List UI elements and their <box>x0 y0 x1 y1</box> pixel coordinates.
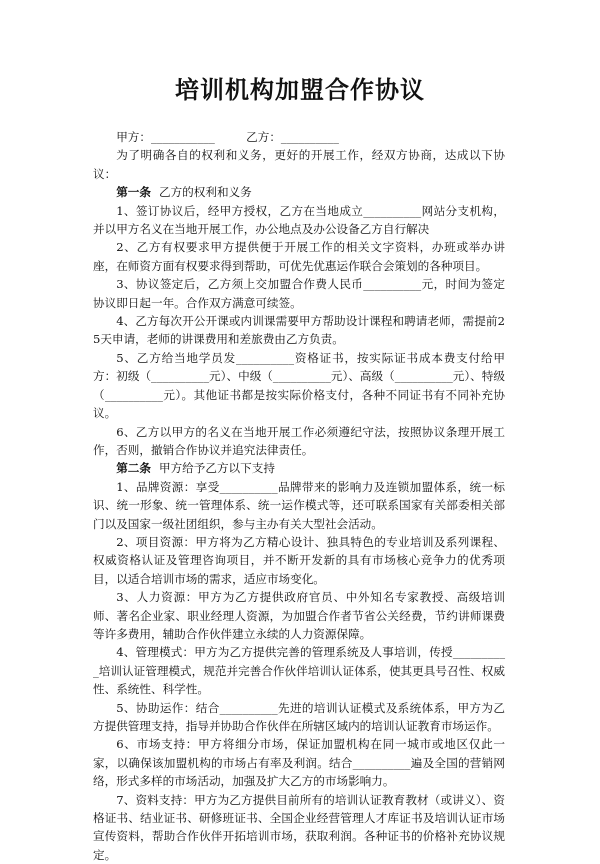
article-2-clause-4: 4、管理模式：甲方为乙方提供完善的管理系统及人事培训，传授__________培训认证管理模式，规范并完善合作伙伴培训认证体系，使其更具号召性、权威性、系统性、科学性。 <box>93 645 505 697</box>
article-2-clause-7: 7、资料支持：甲方为乙方提供目前所有的培训认证教育教材（或讲义）、资格证书、结业证书、研修班证书、全国企业经营管理人才库证书及培训认证市场宣传资料，帮助合作伙伴开拓培训市场，获取利润。各种证书的价格补充协议规定。 <box>93 792 505 862</box>
article-1-clause-2: 2、乙方有权要求甲方提供便于开展工作的相关文字资料，办班或举办讲座，在师资方面有权要求得到帮助，可优先优惠运作联合会策划的各种项目。 <box>93 240 505 273</box>
document-title: 培训机构加盟合作协议 <box>175 75 425 104</box>
article-1-heading <box>93 183 505 201</box>
article-2-clause-5: 5、协助运作：结合__________先进的培训认证模式及系统体系，甲方为乙方提供管理支持，指导并协助合作伙伴在所辖区域内的培训认证教育市场运作。 <box>93 700 505 733</box>
article-2-clause-3: 3、人力资源：甲方为乙方提供政府官员、中外知名专家教授、高级培训师、著名企业家、职业经理人资源，为加盟合作者节省公关经费，节约讲师课费等许多费用，辅助合作伙伴建立永续的人力资源保障。 <box>93 590 505 641</box>
party-b-field: 乙方：__________ <box>246 130 339 144</box>
document-body <box>93 128 505 864</box>
party-a-field: 甲方：___________ <box>116 130 215 144</box>
article-2-clause-6: 6、市场支持：甲方将细分市场，保证加盟机构在同一城市或地区仅此一家，以确保该加盟机构的市场占有率及利润。结合__________遍及全国的营销网络，形式多样的市场活动，加强及扩大乙方的市场影响力。 <box>93 737 505 789</box>
article-2-title: 甲方给予乙方以下支持 <box>158 461 275 476</box>
article-1-clause-3: 3、协议签定后，乙方须上交加盟合作费人民币__________元，时间为签定协议即日起一年。合作双方满意可续签。 <box>93 277 505 310</box>
article-1-clause-6: 6、乙方以甲方的名义在当地开展工作必须遵纪守法，按照协议条理开展工作，否则，撤销合作协议并追究法律责任。 <box>93 424 505 457</box>
intro-paragraph: 为了明确各自的权利和义务，更好的开展工作，经双方协商，达成以下协议： <box>93 148 505 181</box>
parties-line <box>93 128 505 146</box>
article-2-number: 第二条 <box>116 461 151 476</box>
article-2-heading <box>93 459 505 477</box>
article-1-clause-1: 1、签订协议后，经甲方授权，乙方在当地成立__________网站分支机构，并以甲方名义在当地开展工作，办公地点及办公设备乙方自行解决 <box>93 203 505 237</box>
article-1-title: 乙方的权利和义务 <box>158 185 252 200</box>
article-2-clause-2: 2、项目资源：甲方将为乙方精心设计、独具特色的专业培训及系列课程、权威资格认证及管理咨询项目，并不断开发新的具有市场核心竞争力的优秀项目，以适合培训市场的需求，适应市场变化。 <box>93 534 505 586</box>
article-1-clause-5: 5、乙方给当地学员发__________资格证书，按实际证书成本费支付给甲方：初级（__________元）、中级（__________元）、高级（__________元）、特级（__________元）。其他证书都是按实际价格支付，各种不同证书有不同补充协议。 <box>93 350 505 421</box>
article-1-number: 第一条 <box>116 185 151 200</box>
article-1-clause-4: 4、乙方每次开公开课或内训课需要甲方帮助设计课程和聘请老师，需提前25天申请，老师的讲课费用和差旅费由乙方负责。 <box>93 314 505 347</box>
article-2-clause-1: 1、品牌资源：享受__________品牌带来的影响力及连锁加盟体系，统一标识、统一形象、统一管理体系、统一运作模式等，还可联系国家有关部委相关部门以及国家一级社团组织，参与主办有关大型社会活动。 <box>93 479 505 531</box>
